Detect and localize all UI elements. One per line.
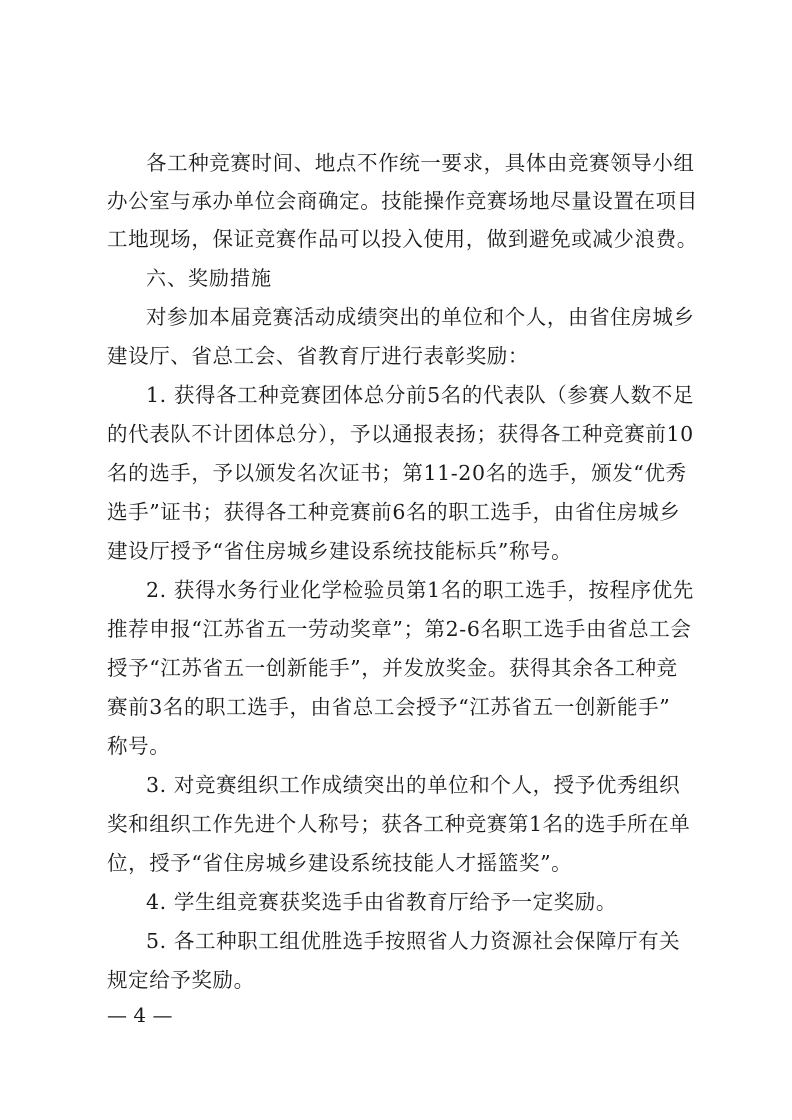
list-item-line: 位，授予“省住房城乡建设系统技能人才摇篮奖”。	[107, 851, 573, 875]
list-item-line: 奖和组织工作先进个人称号；获各工种竞赛第1名的选手所在单	[107, 812, 691, 836]
list-item-line: 5. 各工种职工组优胜选手按照省人力资源社会保障厅有关	[146, 929, 681, 953]
list-item-line: 称号。	[107, 734, 171, 758]
list-item-line: 赛前3名的职工选手，由省总工会授予“江苏省五一创新能手”	[107, 695, 671, 719]
list-item-line: 选手”证书；获得各工种竞赛前6名的职工选手，由省住房城乡	[107, 500, 681, 524]
list-item-line: 规定给予奖励。	[107, 968, 255, 992]
page-number: — 4 —	[107, 1003, 173, 1027]
paragraph-line: 各工种竞赛时间、地点不作统一要求，具体由竞赛领导小组	[146, 151, 695, 175]
list-item-line: 授予“江苏省五一创新能手”，并发放奖金。获得其余各工种竞	[107, 656, 678, 680]
list-item-line: 名的选手，予以颁发名次证书；第11-20名的选手，颁发“优秀	[107, 461, 687, 485]
section-heading: 六、奖励措施	[146, 266, 272, 290]
paragraph-line: 工地现场，保证竞赛作品可以投入使用，做到避免或减少浪费。	[107, 227, 698, 251]
list-item-line: 的代表队不计团体总分），予以通报表扬；获得各工种竞赛前10	[107, 422, 694, 446]
list-item-line: 2. 获得水务行业化学检验员第1名的职工选手，按程序优先	[146, 578, 694, 602]
list-item-line: 推荐申报“江苏省五一劳动奖章”；第2-6名职工选手由省总工会	[107, 617, 692, 641]
paragraph-line: 对参加本届竞赛活动成绩突出的单位和个人，由省住房城乡	[146, 305, 695, 329]
list-item-line: 建设厅授予“省住房城乡建设系统技能标兵”称号。	[107, 539, 573, 563]
list-item-line: 3. 对竞赛组织工作成绩突出的单位和个人，授予优秀组织	[146, 773, 681, 797]
list-item-line: 1. 获得各工种竞赛团体总分前5名的代表队（参赛人数不足	[146, 383, 694, 407]
list-item-line: 4. 学生组竞赛获奖选手由省教育厅给予一定奖励。	[146, 890, 617, 914]
paragraph-line: 办公室与承办单位会商确定。技能操作竞赛场地尽量设置在项目	[107, 189, 698, 213]
paragraph-line: 建设厅、省总工会、省教育厅进行表彰奖励：	[107, 344, 529, 368]
